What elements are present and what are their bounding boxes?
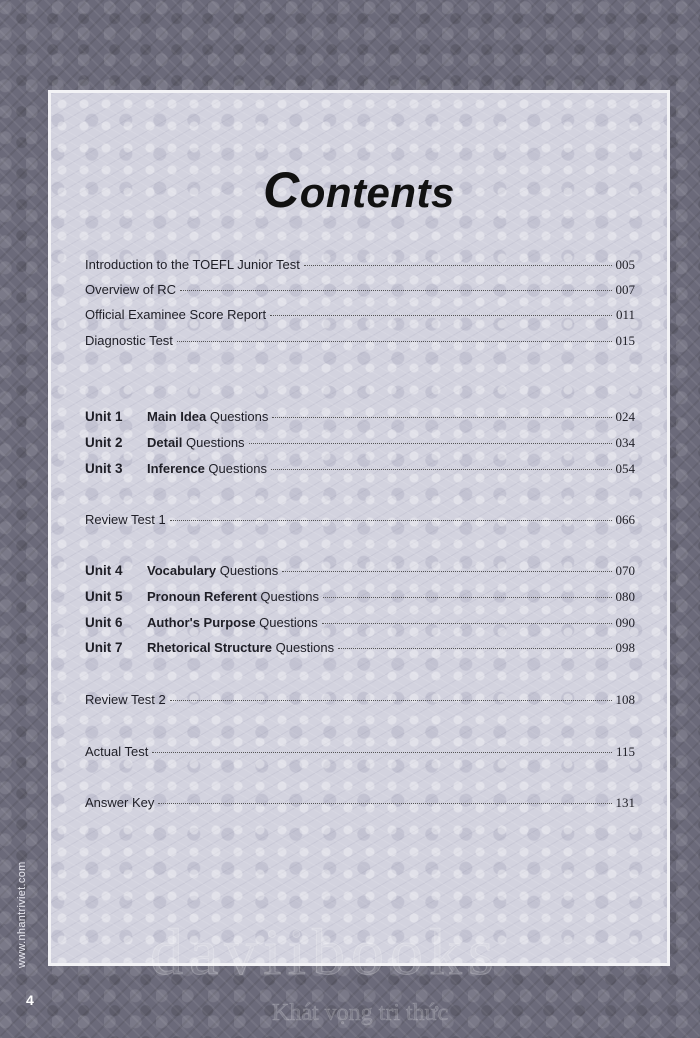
toc-entry-diagnostic[interactable] xyxy=(85,333,635,353)
contents-panel xyxy=(48,90,670,966)
unit-number: Unit 5 xyxy=(85,589,123,604)
unit-suffix: Questions xyxy=(255,615,318,630)
toc-entry-unit-1[interactable] xyxy=(85,409,635,429)
watermark-slogan: Khát vọng tri thức xyxy=(272,1000,449,1026)
dot-leader xyxy=(170,700,612,701)
unit-suffix: Questions xyxy=(182,435,245,450)
publisher-url: www.nhantriviet.com xyxy=(16,861,28,968)
dot-leader xyxy=(249,443,612,444)
toc-entry-answer-key[interactable] xyxy=(85,795,635,815)
dot-leader xyxy=(304,265,612,266)
unit-topic: Inference xyxy=(147,461,205,476)
unit-suffix: Questions xyxy=(204,461,267,476)
toc-page-number: 070 xyxy=(615,563,635,578)
toc-entry-unit-4[interactable] xyxy=(85,563,635,583)
watermark-logo: daviibooks xyxy=(150,916,500,989)
toc-page-number: 090 xyxy=(615,615,635,630)
toc-entry-unit-7[interactable] xyxy=(85,640,635,660)
toc-entry-label: Answer Key xyxy=(85,795,155,810)
dot-leader xyxy=(338,648,611,649)
toc-page-number: 011 xyxy=(615,307,635,322)
toc-entry-label: Introduction to the TOEFL Junior Test xyxy=(85,257,300,272)
toc-entry-label xyxy=(147,615,318,630)
toc-entry-label: Diagnostic Test xyxy=(85,333,173,348)
unit-number: Unit 1 xyxy=(85,409,123,424)
unit-topic: Author's Purpose xyxy=(147,615,256,630)
toc-entry-label: Review Test 1 xyxy=(85,512,166,527)
page-title xyxy=(51,161,667,219)
toc-page-number: 007 xyxy=(615,282,635,297)
toc-entry-review-test-2[interactable] xyxy=(85,692,635,712)
toc-entry-introduction[interactable] xyxy=(85,257,635,277)
toc-entry-label xyxy=(147,409,268,424)
unit-topic: Vocabulary xyxy=(147,563,217,578)
unit-topic: Pronoun Referent xyxy=(147,589,257,604)
toc-page-number: 054 xyxy=(615,461,635,476)
dot-leader xyxy=(323,597,612,598)
dot-leader xyxy=(282,571,611,572)
toc-entry-review-test-1[interactable] xyxy=(85,512,635,532)
dot-leader xyxy=(322,623,612,624)
toc-page-number: 098 xyxy=(615,640,635,655)
unit-number: Unit 7 xyxy=(85,640,123,655)
unit-topic: Rhetorical Structure xyxy=(147,640,272,655)
toc-entry-overview[interactable] xyxy=(85,282,635,302)
unit-suffix: Questions xyxy=(206,409,269,424)
toc-entry-unit-2[interactable] xyxy=(85,435,635,455)
toc-entry-label xyxy=(147,589,319,604)
toc-entry-label xyxy=(147,461,267,476)
toc-page-number: 015 xyxy=(615,333,635,348)
unit-number: Unit 3 xyxy=(85,461,123,476)
toc-page-number: 080 xyxy=(615,589,635,604)
unit-number: Unit 4 xyxy=(85,563,123,578)
toc-page-number: 131 xyxy=(615,795,635,810)
toc-entry-score-report[interactable] xyxy=(85,307,635,327)
toc-page-number: 034 xyxy=(615,435,635,450)
unit-number: Unit 2 xyxy=(85,435,123,450)
toc-entry-unit-5[interactable] xyxy=(85,589,635,609)
unit-topic: Detail xyxy=(147,435,183,450)
toc-page-number: 115 xyxy=(615,744,635,759)
unit-suffix: Questions xyxy=(271,640,335,655)
dot-leader xyxy=(158,803,611,804)
dot-leader xyxy=(170,520,612,521)
toc-entry-label xyxy=(147,563,278,578)
dot-leader xyxy=(272,417,611,418)
toc-entry-label: Overview of RC xyxy=(85,282,177,297)
page-number: 4 xyxy=(26,992,34,1008)
toc-page-number: 108 xyxy=(615,692,635,707)
title-initial: C xyxy=(263,162,300,218)
toc-page-number: 066 xyxy=(615,512,635,527)
dot-leader xyxy=(180,290,611,291)
dot-leader xyxy=(177,341,612,342)
toc-entry-actual-test[interactable] xyxy=(85,744,635,764)
toc-entry-unit-6[interactable] xyxy=(85,615,635,635)
toc-entry-label xyxy=(147,435,245,450)
toc-page-number: 005 xyxy=(615,257,635,272)
dot-leader xyxy=(152,752,612,753)
toc-entry-label: Review Test 2 xyxy=(85,692,166,707)
unit-suffix: Questions xyxy=(216,563,279,578)
title-rest: ontents xyxy=(299,169,455,216)
dot-leader xyxy=(271,469,612,470)
unit-topic: Main Idea xyxy=(147,409,207,424)
toc-page-number: 024 xyxy=(615,409,635,424)
unit-number: Unit 6 xyxy=(85,615,123,630)
toc-entry-label: Actual Test xyxy=(85,744,149,759)
toc-entry-label: Official Examinee Score Report xyxy=(85,307,267,322)
unit-suffix: Questions xyxy=(256,589,319,604)
dot-leader xyxy=(270,315,612,316)
toc-entry-label xyxy=(147,640,334,655)
toc-entry-unit-3[interactable] xyxy=(85,461,635,481)
